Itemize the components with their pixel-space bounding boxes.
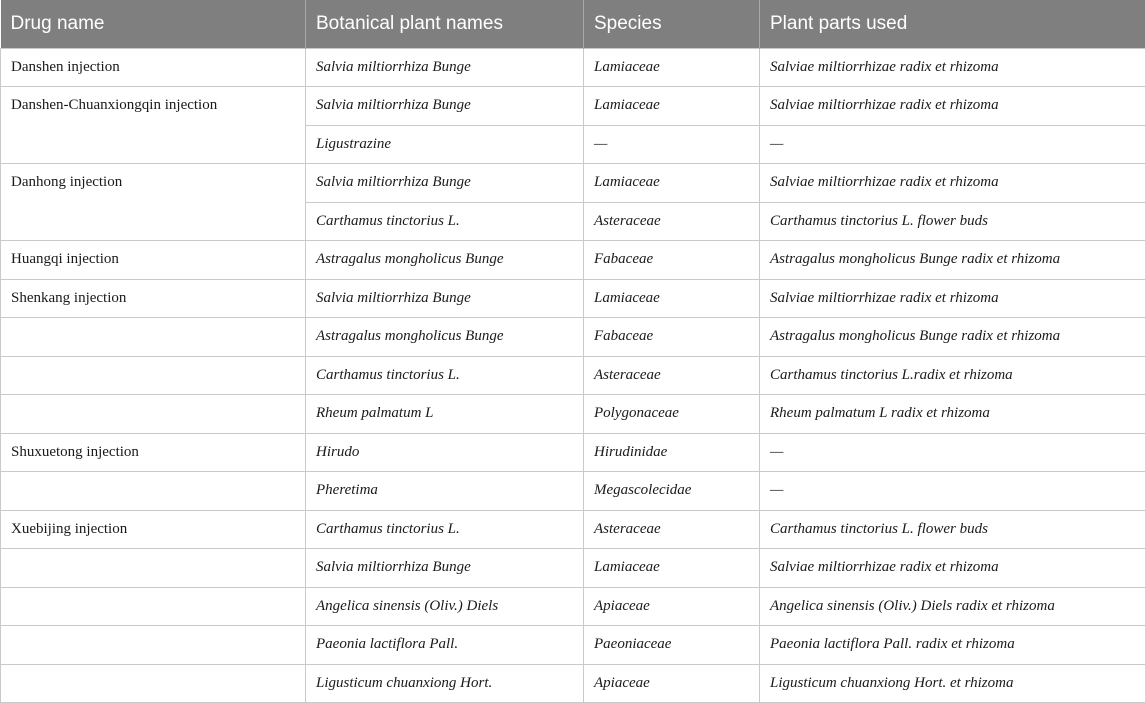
drug-name-cell	[1, 664, 306, 703]
table-row	[1, 356, 1145, 395]
plant-parts-cell: Salviae miltiorrhizae radix et rhizoma	[760, 87, 1145, 126]
species-cell: Asteraceae	[584, 202, 760, 241]
plant-parts-cell: Paeonia lactiflora Pall. radix et rhizoma	[760, 626, 1145, 665]
drug-name-cell	[1, 356, 306, 395]
species-cell: Lamiaceae	[584, 279, 760, 318]
plant-parts-cell: Ligusticum chuanxiong Hort. et rhizoma	[760, 664, 1145, 703]
header-drug-name: Drug name	[1, 0, 306, 48]
drug-name-cell	[1, 549, 306, 588]
plant-parts-cell: Rheum palmatum L radix et rhizoma	[760, 395, 1145, 434]
table-row	[1, 241, 1145, 280]
plant-parts-cell: Salviae miltiorrhizae radix et rhizoma	[760, 48, 1145, 87]
species-cell: Megascolecidae	[584, 472, 760, 511]
drug-name-cell	[1, 395, 306, 434]
botanical-name-cell: Ligustrazine	[306, 125, 584, 164]
drug-name-cell: Danshen-Chuanxiongqin injection	[1, 87, 306, 164]
species-cell: Apiaceae	[584, 664, 760, 703]
drug-name-cell	[1, 472, 306, 511]
species-cell: Apiaceae	[584, 587, 760, 626]
table-row	[1, 87, 1145, 126]
species-cell: Lamiaceae	[584, 549, 760, 588]
header-plant-parts-used: Plant parts used	[760, 0, 1145, 48]
drug-name-cell: Shuxuetong injection	[1, 433, 306, 472]
drug-name-cell	[1, 587, 306, 626]
plant-parts-cell: Carthamus tinctorius L. flower buds	[760, 510, 1145, 549]
plant-parts-cell: Carthamus tinctorius L. flower buds	[760, 202, 1145, 241]
species-cell: Fabaceae	[584, 241, 760, 280]
plant-parts-cell: Carthamus tinctorius L.radix et rhizoma	[760, 356, 1145, 395]
species-cell: Hirudinidae	[584, 433, 760, 472]
botanical-name-cell: Carthamus tinctorius L.	[306, 356, 584, 395]
botanical-name-cell: Salvia miltiorrhiza Bunge	[306, 279, 584, 318]
table-row	[1, 279, 1145, 318]
drug-name-cell: Danshen injection	[1, 48, 306, 87]
botanical-name-cell: Astragalus mongholicus Bunge	[306, 318, 584, 357]
plant-parts-cell: Salviae miltiorrhizae radix et rhizoma	[760, 549, 1145, 588]
plant-parts-cell: Astragalus mongholicus Bunge radix et rhizoma	[760, 241, 1145, 280]
plant-parts-cell: —	[760, 433, 1145, 472]
drug-name-cell: Xuebijing injection	[1, 510, 306, 549]
drug-name-cell	[1, 626, 306, 665]
plant-parts-cell: Angelica sinensis (Oliv.) Diels radix et rhizoma	[760, 587, 1145, 626]
plant-parts-cell: —	[760, 472, 1145, 511]
table-row	[1, 318, 1145, 357]
botanical-name-cell: Carthamus tinctorius L.	[306, 202, 584, 241]
table-row	[1, 164, 1145, 203]
header-row	[1, 0, 1145, 48]
botanical-name-cell: Salvia miltiorrhiza Bunge	[306, 48, 584, 87]
botanical-name-cell: Ligusticum chuanxiong Hort.	[306, 664, 584, 703]
plant-parts-cell: Astragalus mongholicus Bunge radix et rhizoma	[760, 318, 1145, 357]
species-cell: Lamiaceae	[584, 164, 760, 203]
species-cell: Asteraceae	[584, 510, 760, 549]
botanical-name-cell: Paeonia lactiflora Pall.	[306, 626, 584, 665]
species-cell: Asteraceae	[584, 356, 760, 395]
species-cell: Fabaceae	[584, 318, 760, 357]
drug-name-cell	[1, 318, 306, 357]
header-species: Species	[584, 0, 760, 48]
drug-name-cell: Shenkang injection	[1, 279, 306, 318]
botanical-name-cell: Rheum palmatum L	[306, 395, 584, 434]
table-header	[1, 0, 1145, 48]
botanical-name-cell: Pheretima	[306, 472, 584, 511]
table-row	[1, 510, 1145, 549]
botanical-name-cell: Salvia miltiorrhiza Bunge	[306, 87, 584, 126]
botanical-name-cell: Astragalus mongholicus Bunge	[306, 241, 584, 280]
botanical-name-cell: Angelica sinensis (Oliv.) Diels	[306, 587, 584, 626]
plant-parts-cell: Salviae miltiorrhizae radix et rhizoma	[760, 164, 1145, 203]
table-row	[1, 664, 1145, 703]
table-row	[1, 626, 1145, 665]
drug-name-cell: Danhong injection	[1, 164, 306, 241]
species-cell: Lamiaceae	[584, 48, 760, 87]
species-cell: Polygonaceae	[584, 395, 760, 434]
table-row	[1, 48, 1145, 87]
botanical-name-cell: Salvia miltiorrhiza Bunge	[306, 549, 584, 588]
species-cell: Lamiaceae	[584, 87, 760, 126]
drug-name-cell: Huangqi injection	[1, 241, 306, 280]
botanical-name-cell: Hirudo	[306, 433, 584, 472]
plant-parts-cell: —	[760, 125, 1145, 164]
table-row	[1, 433, 1145, 472]
botanical-name-cell: Carthamus tinctorius L.	[306, 510, 584, 549]
header-botanical-plant-names: Botanical plant names	[306, 0, 584, 48]
species-cell: Paeoniaceae	[584, 626, 760, 665]
table-row	[1, 549, 1145, 588]
plant-parts-cell: Salviae miltiorrhizae radix et rhizoma	[760, 279, 1145, 318]
table-row	[1, 587, 1145, 626]
species-cell: —	[584, 125, 760, 164]
botanical-name-cell: Salvia miltiorrhiza Bunge	[306, 164, 584, 203]
table-row	[1, 472, 1145, 511]
table-body	[1, 48, 1145, 703]
table-row	[1, 395, 1145, 434]
